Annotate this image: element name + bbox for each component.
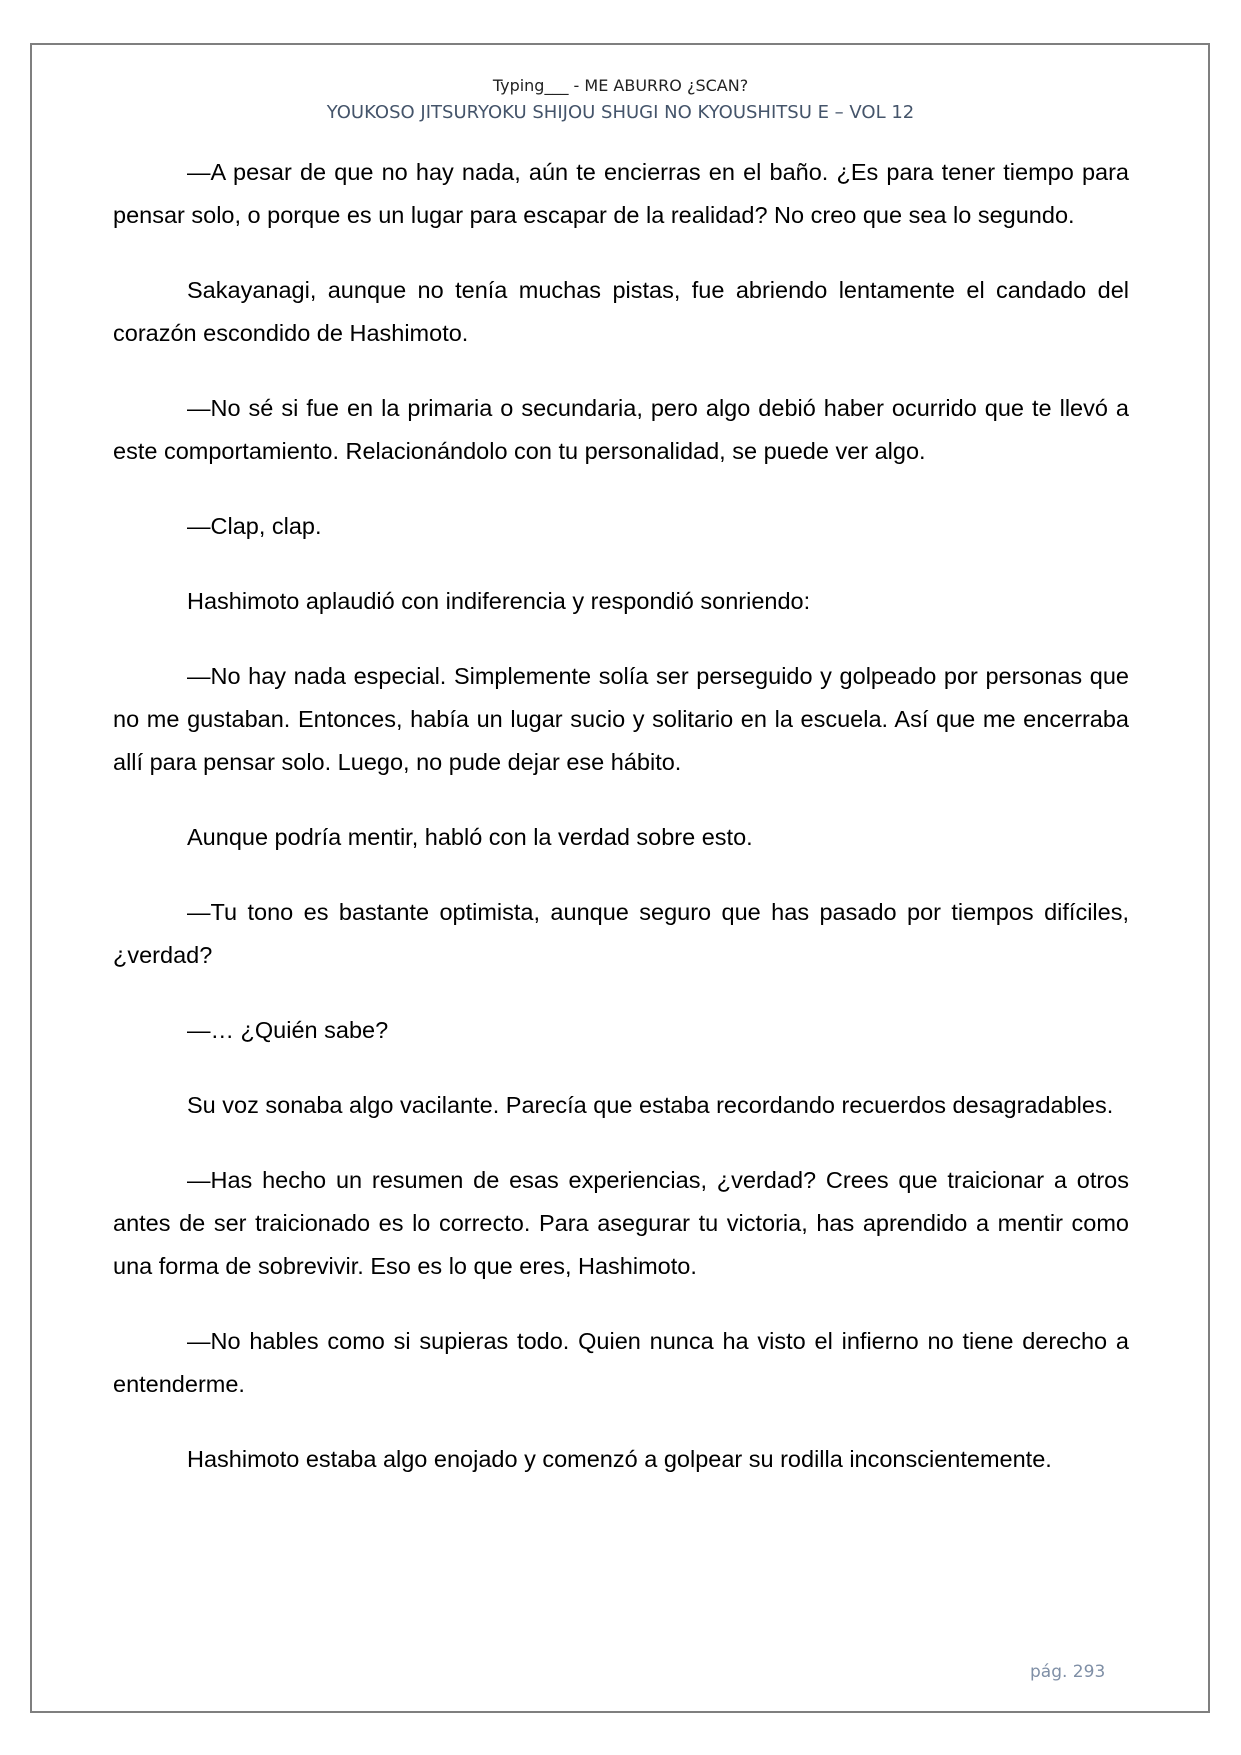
- header-scanlator-credit: Typing___ - ME ABURRO ¿SCAN?: [492, 76, 749, 95]
- paragraph: Su voz sonaba algo vacilante. Parecía que estaba recordando recuerdos desagradables.: [187, 1092, 1114, 1118]
- paragraph: —Clap, clap.: [187, 513, 322, 539]
- paragraph: —No hables como si supieras todo. Quien nunca ha visto el infierno no tiene derecho a entenderme.: [113, 1328, 1129, 1397]
- paragraph: Hashimoto aplaudió con indiferencia y respondió sonriendo:: [187, 588, 811, 614]
- paragraph: —No hay nada especial. Simplemente solía ser perseguido y golpeado por personas que no me gustaban. Entonces, había un lugar sucio y solitario en la escuela. Así que me encerraba allí para pensar solo. Luego, no pude dejar ese hábito.: [113, 663, 1129, 775]
- paragraph: Aunque podría mentir, habló con la verdad sobre esto.: [187, 824, 753, 850]
- paragraph: Hashimoto estaba algo enojado y comenzó a golpear su rodilla inconscientemente.: [187, 1446, 1052, 1472]
- paragraph: —Tu tono es bastante optimista, aunque seguro que has pasado por tiempos difíciles, ¿verdad?: [113, 899, 1129, 968]
- paragraph: —Has hecho un resumen de esas experiencias, ¿verdad? Crees que traicionar a otros antes de ser traicionado es lo correcto. Para asegurar tu victoria, has aprendido a mentir como una forma de sobrevivir. Eso es lo que eres, Hashimoto.: [113, 1167, 1129, 1279]
- page-number: pág. 293: [1030, 1662, 1106, 1682]
- page-body: [113, 151, 1129, 1513]
- paragraph: —A pesar de que no hay nada, aún te encierras en el baño. ¿Es para tener tiempo para pensar solo, o porque es un lugar para escapar de la realidad? No creo que sea lo segundo.: [113, 159, 1129, 228]
- header-book-title: YOUKOSO JITSURYOKU SHIJOU SHUGI NO KYOUSHITSU E – VOL 12: [326, 102, 915, 123]
- paragraph: —No sé si fue en la primaria o secundaria, pero algo debió haber ocurrido que te llevó a este comportamiento. Relacionándolo con tu personalidad, se puede ver algo.: [113, 395, 1129, 464]
- paragraph: Sakayanagi, aunque no tenía muchas pistas, fue abriendo lentamente el candado del corazón escondido de Hashimoto.: [113, 277, 1129, 346]
- paragraph: —… ¿Quién sabe?: [187, 1017, 389, 1043]
